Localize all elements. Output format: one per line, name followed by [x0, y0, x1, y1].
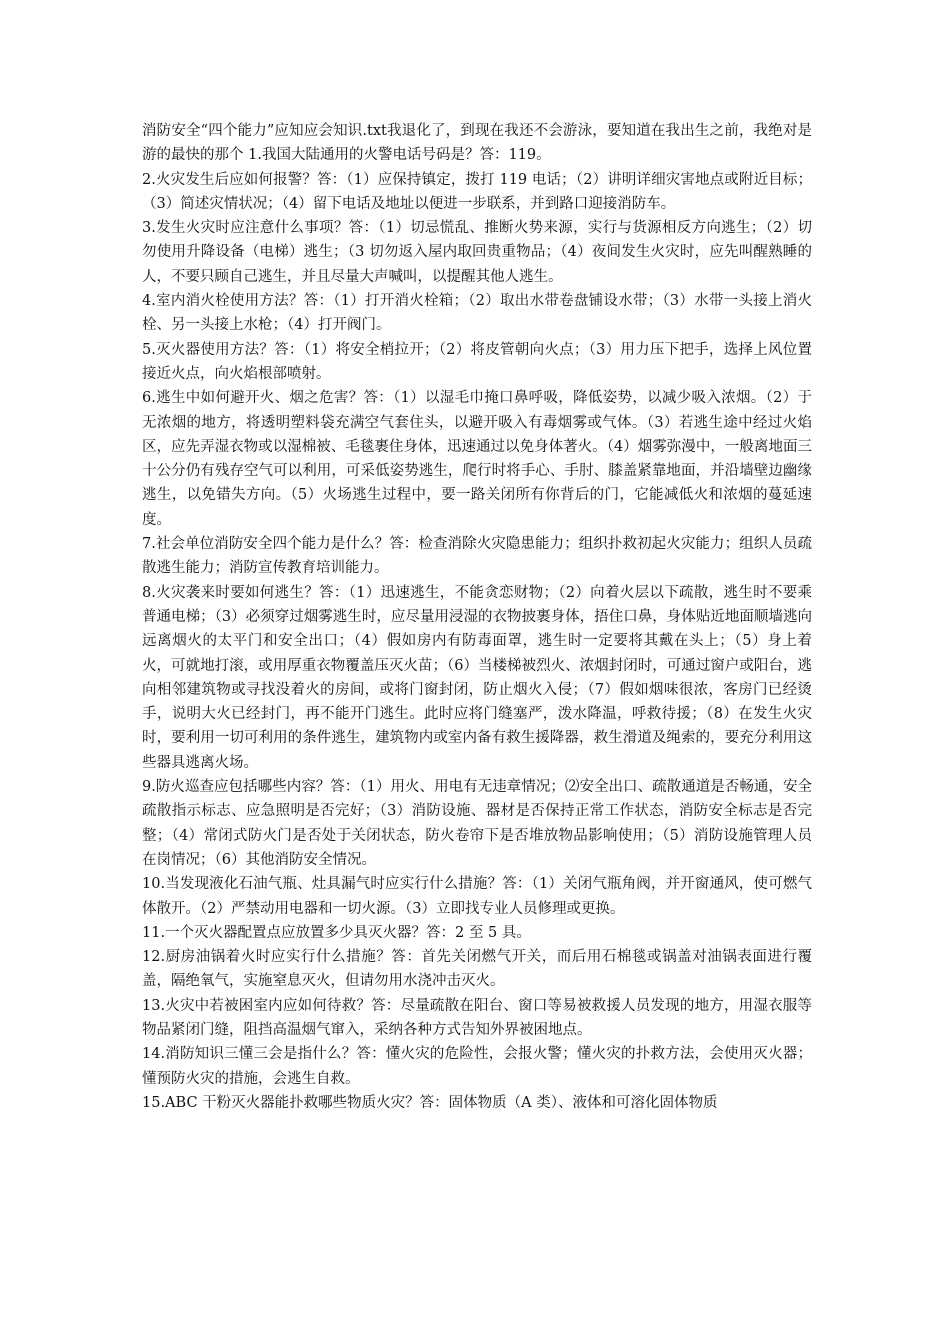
paragraph-q15: 15.ABC 干粉灭火器能扑救哪些物质火灾？答：固体物质（A 类）、液体和可溶化固体物质 [142, 1094, 718, 1111]
paragraph-q2: 2.火灾发生后应如何报警？答：（1）应保持镇定，拨打 119 电话；（2）讲明详细灾害地点或附近目标；（3）简述灾情状况；（4）留下电话及地址以便进一步联系，并到路口迎接消防车。 [142, 171, 812, 212]
document-body [142, 119, 812, 1115]
paragraph-q8: 8.火灾袭来时要如何逃生？答：（1）迅速逃生，不能贪恋财物；（2）向着火层以下疏散，逃生时不要乘普通电梯；（3）必须穿过烟雾逃生时，应尽量用浸湿的衣物披裹身体，捂住口鼻，身体贴近地面顺墙逃向远离烟火的太平门和安全出口；（4）假如房内有防毒面罩，逃生时一定要将其戴在头上；（5）身上着火，可就地打滚，或用厚重衣物覆盖压灭火苗；（6）当楼梯被烈火、浓烟封闭时，可通过窗户或阳台，逃向相邻建筑物或寻找没着火的房间，或将门窗封闭，防止烟火入侵；（7）假如烟味很浓，客房门已经烫手，说明大火已经封门，再不能开门逃生。此时应将门缝塞严，泼水降温，呼救待援；（8）在发生火灾时，要利用一切可利用的条件逃生，建筑物内或室内备有救生援降器，救生滑道及绳索的，要充分利用这些器具逃离火场。 [142, 584, 812, 771]
paragraph-q11: 11.一个灭火器配置点应放置多少具灭火器？答：2 至 5 具。 [142, 924, 531, 941]
paragraph-q6: 6.逃生中如何避开火、烟之危害？答：（1）以湿毛巾掩口鼻呼吸，降低姿势，以减少吸入浓烟。（2）于无浓烟的地方，将透明塑料袋充满空气套住头，以避开吸入有毒烟雾或气体。（3）若逃生途中经过火焰区，应先弄湿衣物或以湿棉被、毛毯裹住身体，迅速通过以免身体著火。（4）烟雾弥漫中，一般离地面三十公分仍有残存空气可以利用，可采低姿势逃生，爬行时将手心、手肘、膝盖紧靠地面，并沿墙壁边幽缘逃生，以免错失方向。（5）火场逃生过程中，要一路关闭所有你背后的门，它能减低火和浓烟的蔓延速度。 [142, 390, 812, 528]
paragraph-q13: 13.火灾中若被困室内应如何待救？答：尽量疏散在阳台、窗口等易被救援人员发现的地方，用湿衣服等物品紧闭门缝，阻挡高温烟气窜入，采纳各种方式告知外界被困地点。 [142, 997, 812, 1038]
paragraph-q4: 4.室内消火栓使用方法？答：（1）打开消火栓箱；（2）取出水带卷盘铺设水带；（3）水带一头接上消火栓、另一头接上水枪；（4）打开阀门。 [142, 293, 812, 334]
paragraph-intro: 消防安全“四个能力”应知应会知识.txt我退化了，到现在我还不会游泳，要知道在我出生之前，我绝对是游的最快的那个 1.我国大陆通用的火警电话号码是？答：119。 [142, 123, 812, 164]
paragraph-q7: 7.社会单位消防安全四个能力是什么？答：检查消除火灾隐患能力；组织扑救初起火灾能力；组织人员疏散逃生能力；消防宣传教育培训能力。 [142, 536, 812, 577]
paragraph-q5: 5.灭火器使用方法？答：（1）将安全梢拉开；（2）将皮管朝向火点；（3）用力压下把手，选择上风位置接近火点，向火焰根部喷射。 [142, 341, 812, 382]
paragraph-q3: 3.发生火灾时应注意什么事项？答：（1）切忌慌乱、推断火势来源，实行与货源相反方向逃生；（2）切勿使用升降设备（电梯）逃生；（3 切勿返入屋内取回贵重物品；（4）夜间发生火灾时，应先叫醒熟睡的人，不要只顾自己逃生，并且尽量大声喊叫，以提醒其他人逃生。 [142, 220, 812, 285]
paragraph-q9: 9.防火巡查应包括哪些内容？答：（1）用火、用电有无违章情况；⑵安全出口、疏散通道是否畅通，安全疏散指示标志、应急照明是否完好；（3）消防设施、器材是否保持正常工作状态，消防安全标志是否完整；（4）常闭式防火门是否处于关闭状态，防火卷帘下是否堆放物品影响使用；（5）消防设施管理人员在岗情况；（6）其他消防安全情况。 [142, 779, 812, 868]
paragraph-q12: 12.厨房油锅着火时应实行什么措施？答：首先关闭燃气开关，而后用石棉毯或锅盖对油锅表面进行覆盖，隔绝氧气，实施窒息灭火，但请勿用水浇冲击灭火。 [142, 949, 812, 990]
paragraph-q14: 14.消防知识三懂三会是指什么？答：懂火灾的危险性，会报火警；懂火灾的扑救方法，会使用灭火器；懂预防火灾的措施，会逃生自救。 [142, 1046, 812, 1087]
paragraph-q10: 10.当发现液化石油气瓶、灶具漏气时应实行什么措施？答：（1）关闭气瓶角阀，并开窗通风，使可燃气体散开。（2）严禁动用电器和一切火源。（3）立即找专业人员修理或更换。 [142, 876, 812, 917]
